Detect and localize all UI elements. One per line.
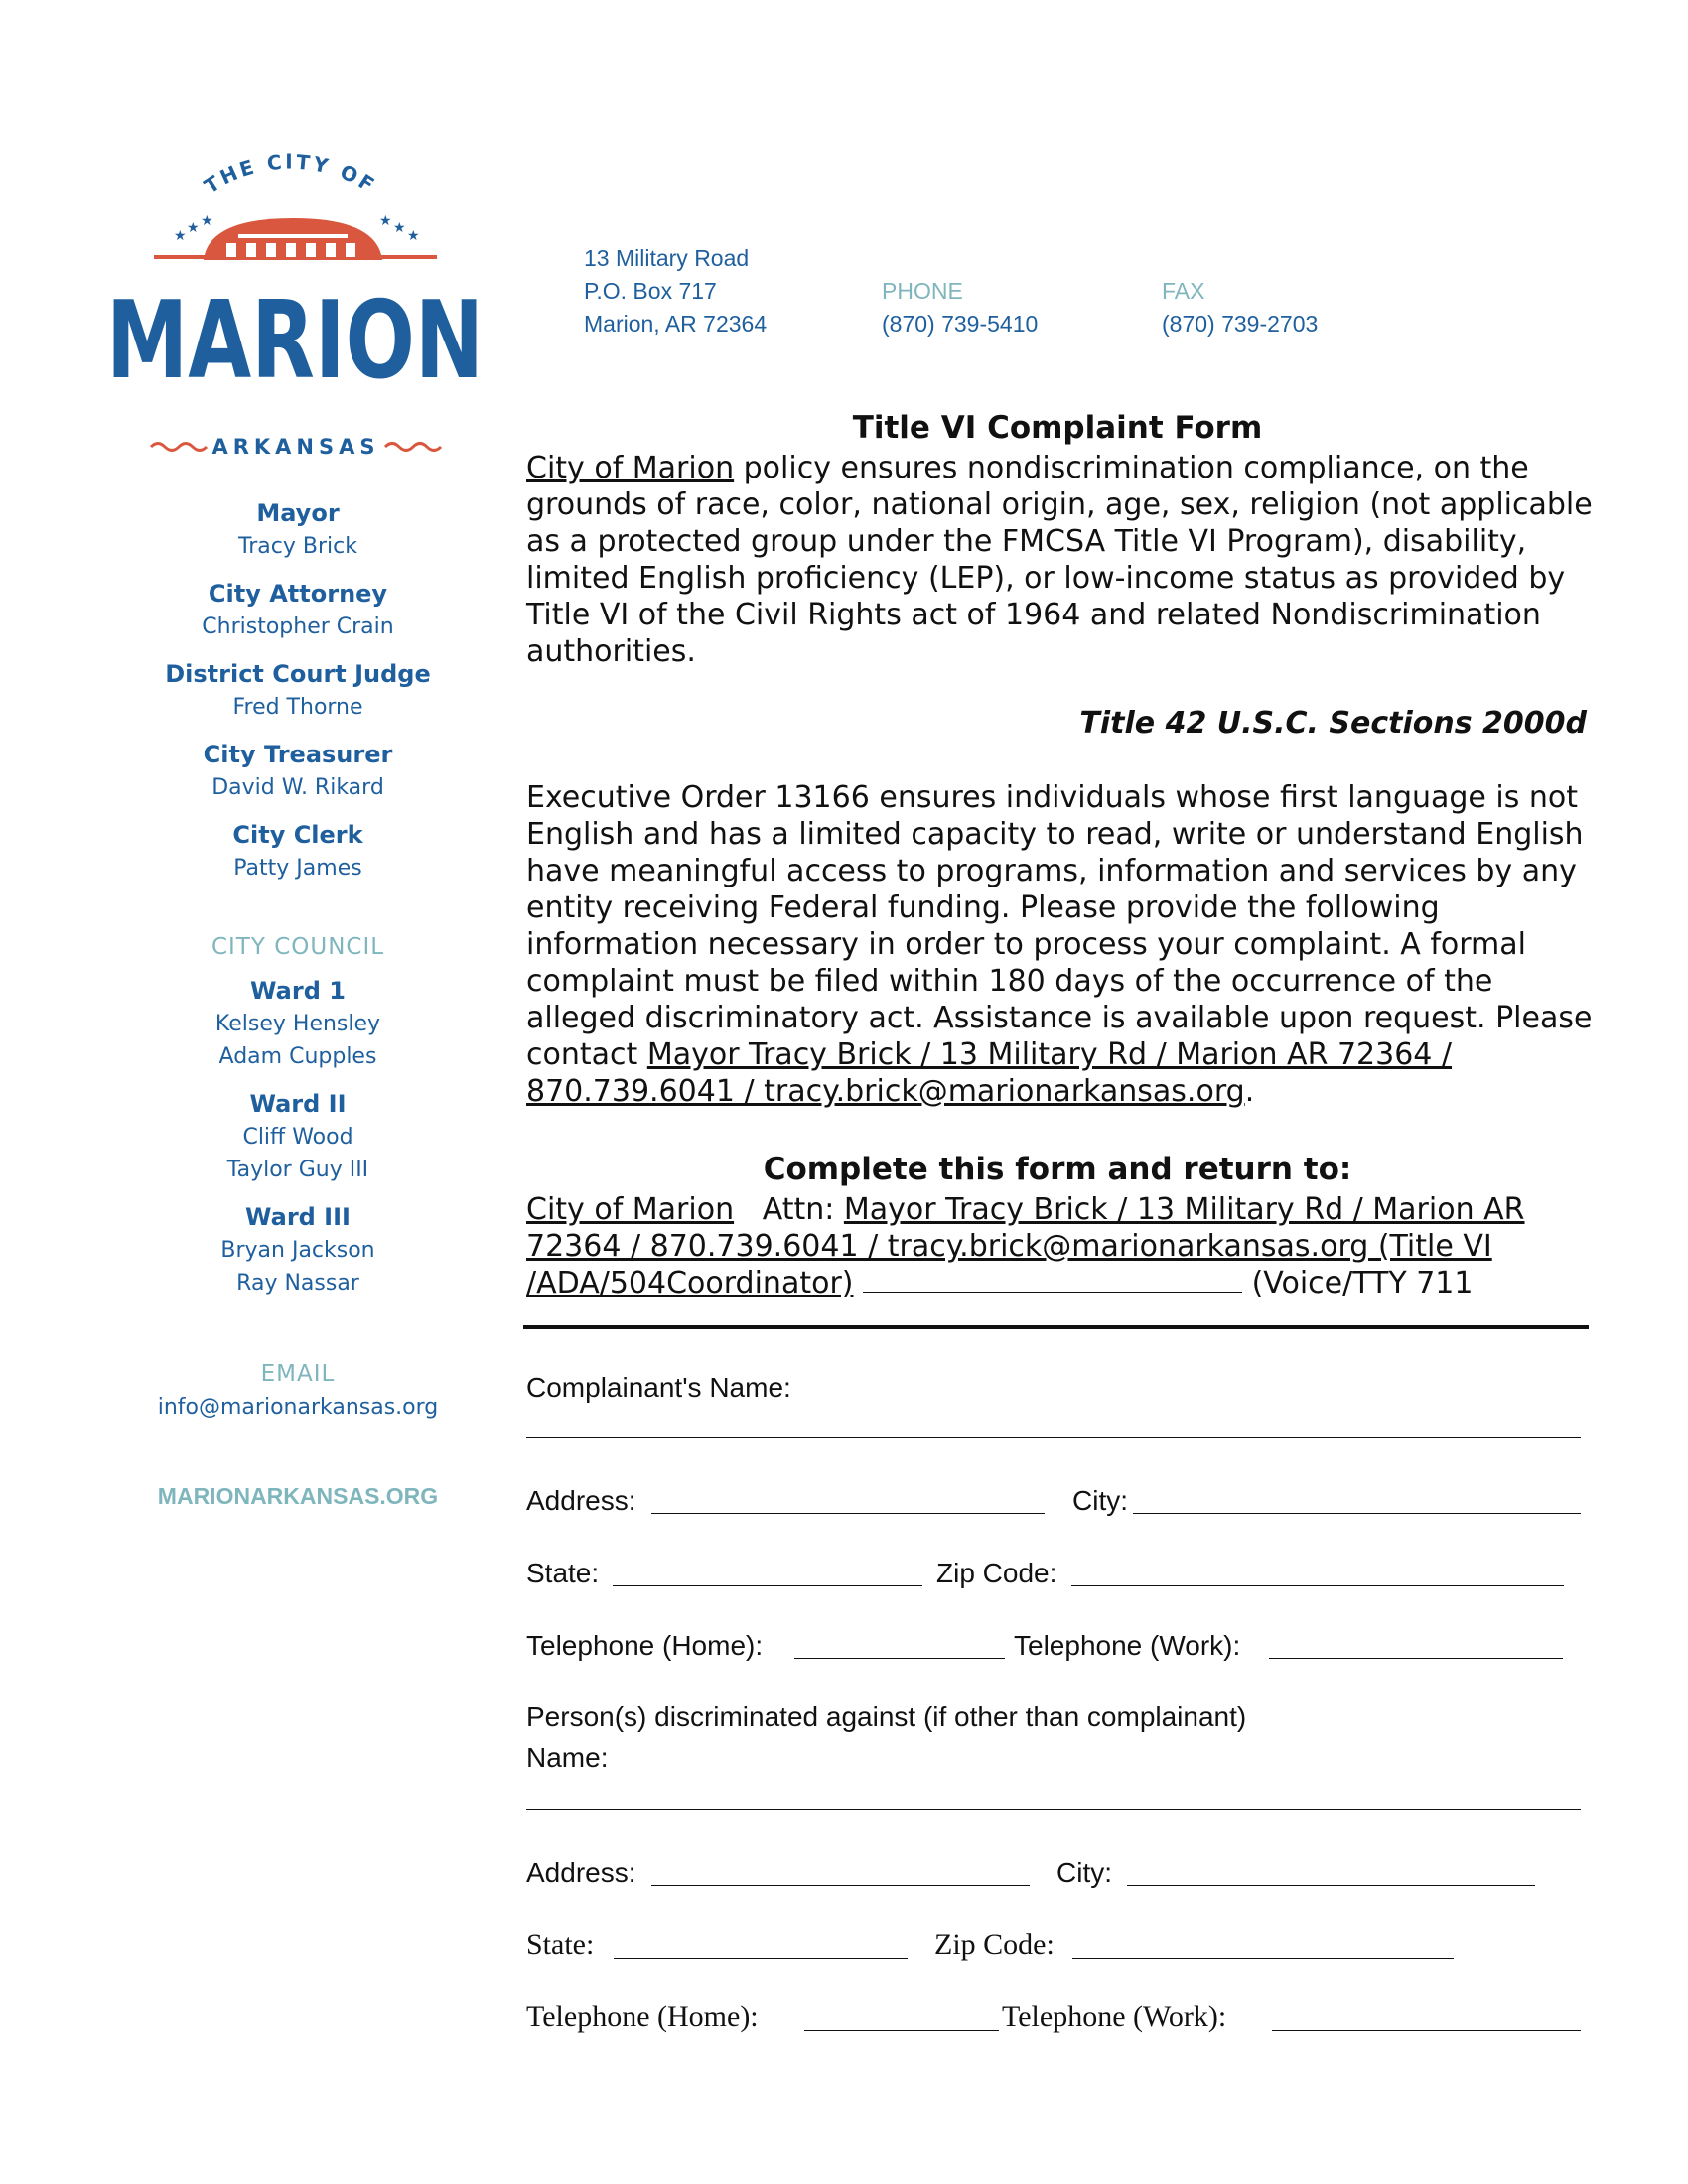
email-link[interactable]: info@marionarkansas.org: [157, 1395, 439, 1420]
council-member: Kelsey Hensley: [214, 1012, 381, 1036]
return-org: City of Marion: [526, 1192, 735, 1227]
council-member: Bryan Jackson: [220, 1238, 375, 1263]
eo-end: .: [1244, 1074, 1255, 1109]
ward-3: [119, 1200, 477, 1299]
address-line: Marion, AR 72364: [584, 311, 768, 337]
city-logo: [99, 149, 496, 467]
person-tel-home-field[interactable]: [804, 2030, 999, 2031]
complainant-address-field[interactable]: [651, 1513, 1045, 1514]
return-blank-line: [863, 1266, 1242, 1293]
phone-label: PHONE: [882, 278, 963, 304]
person-state-field[interactable]: [614, 1958, 908, 1959]
wave-left-icon: [151, 444, 207, 451]
mailing-address: [584, 242, 767, 341]
official-title: District Court Judge: [165, 660, 431, 688]
official-mayor: [119, 496, 477, 563]
person-tel-work-field[interactable]: [1272, 2030, 1581, 2031]
fax-label: FAX: [1162, 278, 1205, 304]
official-title: City Treasurer: [203, 741, 393, 768]
executive-order-paragraph: [526, 779, 1599, 1110]
person-tel-home-label: Telephone (Home):: [526, 2000, 759, 2033]
official-name: Tracy Brick: [238, 534, 357, 559]
return-address: [526, 1191, 1599, 1301]
council-member: Cliff Wood: [242, 1125, 353, 1150]
website-link[interactable]: MARIONARKANSAS.ORG: [157, 1483, 439, 1509]
complainant-city-label: City:: [1072, 1485, 1128, 1516]
official-city-attorney: [119, 577, 477, 643]
ward-title: Ward 1: [250, 977, 346, 1005]
complainant-address-label: Address:: [526, 1485, 636, 1516]
svg-text:★: ★: [201, 213, 213, 229]
city-council-label: CITY COUNCIL: [211, 934, 385, 960]
official-name: Fred Thorne: [232, 695, 363, 720]
eo-contact-link[interactable]: Mayor Tracy Brick / 13 Military Rd / Marion AR 72364 / 870.739.6041 / tracy.brick@marionarkansas.org: [526, 1037, 1453, 1109]
complainant-name-field[interactable]: [526, 1437, 1581, 1438]
logo-arc-text: THE CITY OF: [200, 149, 381, 199]
official-name: Patty James: [233, 856, 362, 881]
complainant-state-label: State:: [526, 1558, 600, 1588]
eo-text: Executive Order 13166 ensures individuals whose first language is not English and has a limited capacity to read, write or understand English have meaningful access to programs, information and services by any entity receiving Federal funding. Please provide the following information necessary in order to process your complaint. A formal complaint must be filed within 180 days of the occurrence of the alleged discriminatory act. Assistance is available upon request. Please contact: [526, 780, 1593, 1072]
person-address-label: Address:: [526, 1857, 636, 1888]
return-voice: (Voice/TTY 711: [1242, 1266, 1474, 1300]
official-city-clerk: [119, 818, 477, 885]
policy-text: policy ensures nondiscrimination compliance, on the grounds of race, color, national origin, age, sex, religion (not applicable as a protected group under the FMCSA Title VI Program), disability, limited English proficiency (LEP), or low-income status as provided by Title VI of the Civil Rights act of 1964 and related Nondiscrimination authorities.: [526, 451, 1593, 669]
fax-number: (870) 739-2703: [1162, 311, 1319, 337]
complainant-city-field[interactable]: [1133, 1513, 1581, 1514]
official-title: City Attorney: [208, 580, 388, 608]
return-heading: Complete this form and return to:: [763, 1152, 1352, 1187]
svg-text:★: ★: [407, 228, 420, 244]
persons-heading: Person(s) discriminated against (if other than complainant): [526, 1702, 1247, 1732]
official-district-judge: [119, 657, 477, 724]
person-address-field[interactable]: [651, 1885, 1030, 1886]
complainant-tel-work-label: Telephone (Work):: [1014, 1630, 1241, 1661]
form-title: Title VI Complaint Form: [852, 410, 1263, 446]
section-divider: [523, 1325, 1589, 1329]
person-state-label: State:: [526, 1928, 595, 1961]
person-name-label: Name:: [526, 1742, 609, 1773]
wave-right-icon: [385, 444, 441, 451]
city-of-marion-link: City of Marion: [526, 451, 735, 485]
person-zip-field[interactable]: [1072, 1958, 1454, 1959]
svg-text:★: ★: [174, 228, 187, 244]
person-name-field[interactable]: [526, 1809, 1581, 1810]
complainant-name-label: Complainant's Name:: [526, 1372, 791, 1403]
complainant-tel-home-field[interactable]: [794, 1658, 1005, 1659]
policy-paragraph: [526, 450, 1599, 670]
return-contact-link[interactable]: Mayor Tracy Brick / 13 Military Rd / Marion AR 72364 / 870.739.6041 / tracy.brick@marionarkansas.org (Title VI /ADA/504Coordinator): [526, 1192, 1525, 1300]
phone-number: (870) 739-5410: [882, 311, 1039, 337]
complainant-state-field[interactable]: [613, 1585, 922, 1586]
official-title: City Clerk: [232, 821, 363, 849]
phone-block: [882, 275, 1038, 341]
svg-text:★: ★: [393, 220, 406, 236]
ward-2: [119, 1087, 477, 1186]
statute-reference: Title 42 U.S.C. Sections 2000d: [1079, 706, 1587, 741]
address-line: 13 Military Road: [584, 245, 750, 271]
council-member: Adam Cupples: [218, 1044, 377, 1069]
logo-city-name: MARION: [106, 279, 484, 403]
official-city-treasurer: [119, 738, 477, 804]
council-member: Ray Nassar: [236, 1271, 359, 1296]
sidebar-directory: [119, 496, 477, 1513]
logo-state-name: ARKANSAS: [211, 435, 380, 459]
official-title: Mayor: [256, 499, 340, 527]
complainant-zip-label: Zip Code:: [936, 1558, 1057, 1588]
address-line: P.O. Box 717: [584, 278, 717, 304]
svg-text:★: ★: [187, 220, 200, 236]
fax-block: [1162, 275, 1318, 341]
complainant-zip-field[interactable]: [1071, 1585, 1564, 1586]
council-member: Taylor Guy III: [226, 1158, 369, 1182]
official-name: David W. Rikard: [211, 775, 384, 800]
person-city-field[interactable]: [1127, 1885, 1535, 1886]
person-city-label: City:: [1056, 1857, 1112, 1888]
logo-stars-left: [174, 213, 213, 244]
complainant-tel-work-field[interactable]: [1269, 1658, 1563, 1659]
person-tel-work-label: Telephone (Work):: [1002, 2000, 1227, 2033]
ward-title: Ward II: [249, 1090, 347, 1118]
ward-1: [119, 974, 477, 1073]
person-zip-label: Zip Code:: [934, 1928, 1055, 1961]
svg-text:★: ★: [379, 213, 392, 229]
return-attn: Attn:: [734, 1192, 844, 1227]
email-label: EMAIL: [260, 1361, 336, 1387]
logo-stars-right: [379, 213, 420, 244]
complainant-tel-home-label: Telephone (Home):: [526, 1630, 764, 1661]
ward-title: Ward III: [245, 1203, 351, 1231]
official-name: Christopher Crain: [202, 614, 394, 639]
